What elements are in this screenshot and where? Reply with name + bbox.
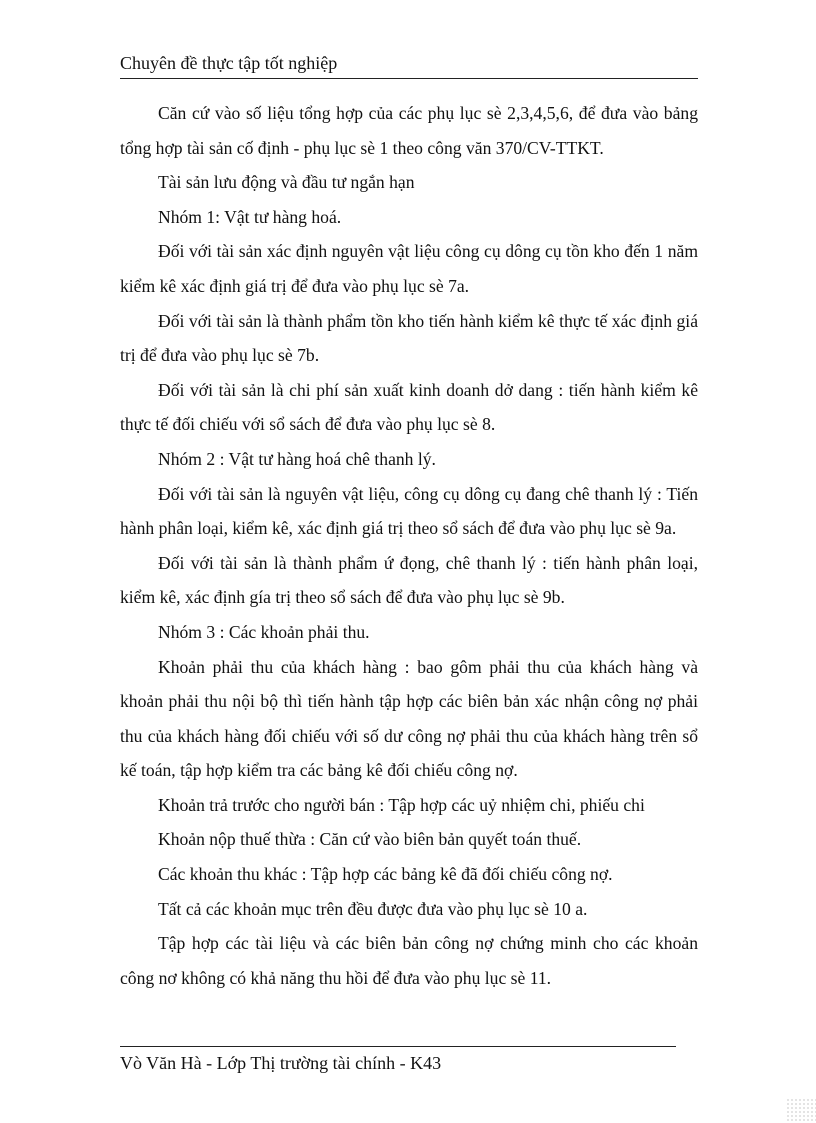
paragraph: Nhóm 1: Vật tư hàng hoá. xyxy=(158,206,342,227)
paragraph: Đối với tài sản xác định nguyên vật liệu công cụ dông cụ tồn kho đến 1 năm kiểm kê xác định giá trị để đưa vào phụ lục sè 7a. xyxy=(120,241,698,296)
header-title: Chuyên đề thực tập tốt nghiệp xyxy=(120,53,338,73)
paragraph: Khoản nộp thuế thừa : Căn cứ vào biên bản quyết toán thuế. xyxy=(158,829,582,850)
paragraph: Nhóm 2 : Vật tư hàng hoá chê thanh lý. xyxy=(158,448,436,469)
page-header xyxy=(120,52,698,79)
paragraph: Tất cả các khoản mục trên đều được đưa vào phụ lục sè 10 a. xyxy=(158,898,588,919)
document-body xyxy=(120,96,698,995)
paragraph: Đối với tài sản là thành phẩm ứ đọng, chê thanh lý : tiến hành phân loại, kiểm kê, xác định gía trị theo sổ sách để đưa vào phụ lục sè 9b. xyxy=(120,552,698,608)
paragraph: Tập hợp các tài liệu và các biên bản công nợ chứng minh cho các khoản công nơ không có khả năng thu hồi để đưa vào phụ lục sè 11. xyxy=(120,933,698,988)
footer-divider xyxy=(120,1046,676,1047)
corner-texture xyxy=(786,1098,816,1123)
paragraph: Đối với tài sản là thành phẩm tồn kho tiến hành kiểm kê thực tế xác định giá trị để đưa vào phụ lục sè 7b. xyxy=(120,310,698,366)
footer-author: Vò Văn Hà - Lớp Thị trường tài chính - K43 xyxy=(120,1053,442,1073)
paragraph: Nhóm 3 : Các khoản phải thu. xyxy=(158,621,370,642)
page-footer xyxy=(120,1052,441,1074)
paragraph: Căn cứ vào số liệu tổng hợp của các phụ lục sè 2,3,4,5,6, để đưa vào bảng tổng hợp tài sản cố định - phụ lục sè 1 theo công văn 370/CV-TTKT. xyxy=(120,103,698,158)
paragraph: Các khoản thu khác : Tập hợp các bảng kê đã đối chiếu công nợ. xyxy=(158,864,613,885)
paragraph: Đối với tài sản là chi phí sản xuất kinh doanh dở dang : tiến hành kiểm kê thực tế đối chiếu với sổ sách để đưa vào phụ lục sè 8. xyxy=(120,379,698,435)
paragraph: Tài sản lưu động và đầu tư ngắn hạn xyxy=(158,172,415,193)
paragraph: Khoản trả trước cho người bán : Tập hợp các uỷ nhiệm chi, phiếu chi xyxy=(158,794,645,815)
paragraph: Đối với tài sản là nguyên vật liệu, công cụ dông cụ đang chê thanh lý : Tiến hành phân loại, kiểm kê, xác định giá trị theo sổ sách để đưa vào phụ lục sè 9a. xyxy=(120,483,698,539)
paragraph: Khoản phải thu của khách hàng : bao gôm phải thu của khách hàng và khoản phải thu nội bộ thì tiến hành tập hợp các biên bản xác nhận công nợ phải thu của khách hàng đối chiếu với số dư công nợ phải thu của khách hàng trên sổ kế toán, tập hợp kiểm tra các bảng kê đối chiếu công nợ. xyxy=(120,656,698,781)
